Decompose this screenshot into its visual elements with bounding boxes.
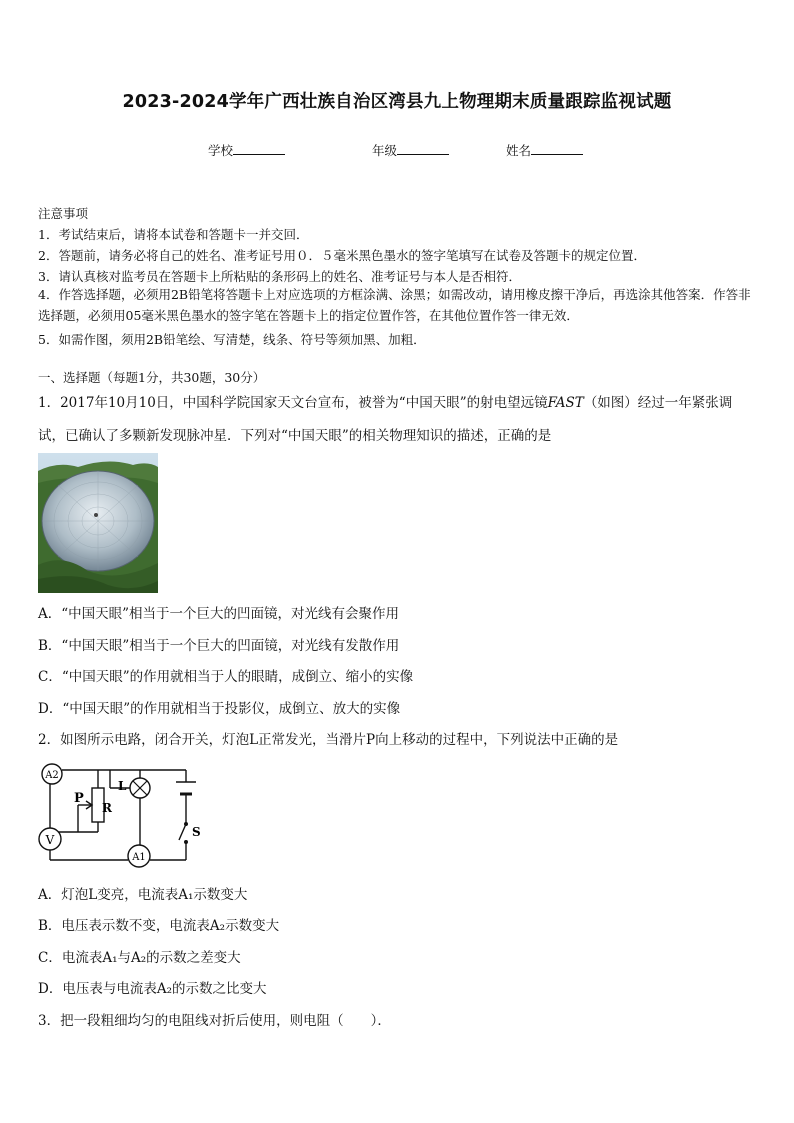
exam-title: 2023-2024学年广西壮族自治区湾县九上物理期末质量跟踪监视试题 [122, 92, 672, 112]
q1-option-a: A．“中国天眼”相当于一个巨大的凹面镜，对光线有会聚作用 [38, 606, 400, 622]
question-1-stem [38, 387, 754, 453]
school-label: 学校 [208, 143, 234, 158]
ammeter-a1-label: A1 [132, 852, 146, 863]
q1-option-b: B．“中国天眼”相当于一个巨大的凹面镜，对光线有发散作用 [38, 638, 400, 654]
q2-option-b: B．电压表示数不变，电流表A₂示数变大 [38, 918, 280, 934]
q1-option-c: C．“中国天眼”的作用就相当于人的眼睛，成倒立、缩小的实像 [38, 669, 414, 685]
grade-blank [397, 142, 449, 155]
school-blank [233, 142, 285, 155]
notes-heading: 注意事项 [38, 206, 89, 221]
note-item: 4．作答选择题，必须用2B铅笔将答题卡上对应选项的方框涂满、涂黑；如需改动，请用橡皮擦干净后，再选涂其他答案．作答非选择题，必须用05毫米黑色墨水的签字笔在答题卡上的指定位置作答，在其他位置作答一律无效． [38, 287, 751, 323]
note-item: 2．答题前，请务必将自己的姓名、准考证号用０．５毫米黑色墨水的签字笔填写在试卷及答题卡的规定位置． [38, 248, 646, 263]
fast-telescope-photo [38, 453, 158, 593]
slider-p-label: P [74, 791, 84, 806]
name-field [506, 141, 583, 159]
grade-field [372, 141, 449, 159]
name-blank [531, 142, 583, 155]
grade-label: 年级 [372, 143, 398, 158]
lamp-l-label: L [118, 779, 127, 793]
school-field [208, 141, 285, 159]
q1-stem-tail: （如图）经过一年紧张调试，已确认了多颗新发现脉冲星．下列对“中国天眼”的相关物理知识的描述，正确的是 [38, 395, 733, 444]
q1-option-d: D．“中国天眼”的作用就相当于投影仪，成倒立、放大的实像 [38, 701, 401, 717]
q1-fast-term: FAST [547, 395, 584, 411]
note-item: 3．请认真核对监考员在答题卡上所粘贴的条形码上的姓名、准考证号与本人是否相符． [38, 269, 521, 284]
q2-option-d: D．电压表与电流表A₂的示数之比变大 [38, 981, 267, 997]
section-heading: 一、选择题（每题1分，共30题，30分） [38, 370, 266, 385]
circuit-diagram [38, 760, 210, 870]
note-item: 1．考试结束后，请将本试卷和答题卡一并交回． [38, 227, 309, 242]
note-item: 5．如需作图，须用2B铅笔绘、写清楚，线条、符号等须加黑、加粗． [38, 332, 426, 347]
q2-option-c: C．电流表A₁与A₂的示数之差变大 [38, 950, 241, 966]
rheostat-r-label: R [102, 801, 112, 815]
switch-s-label: S [192, 825, 201, 839]
voltmeter-label: V [45, 833, 55, 847]
name-label: 姓名 [506, 143, 532, 158]
ammeter-a2-label: A2 [45, 770, 59, 781]
question-2-stem: 2．如图所示电路，闭合开关，灯泡L正常发光，当滑片P向上移动的过程中，下列说法中正确的是 [38, 732, 619, 748]
question-3-stem: 3．把一段粗细均匀的电阻线对折后使用，则电阻（ ）． [38, 1013, 391, 1029]
q1-stem-text: 1．2017年10月10日，中国科学院国家天文台宣布，被誉为“中国天眼”的射电望远镜 [38, 395, 548, 411]
q2-option-a: A．灯泡L变亮，电流表A₁示数变大 [38, 887, 248, 903]
